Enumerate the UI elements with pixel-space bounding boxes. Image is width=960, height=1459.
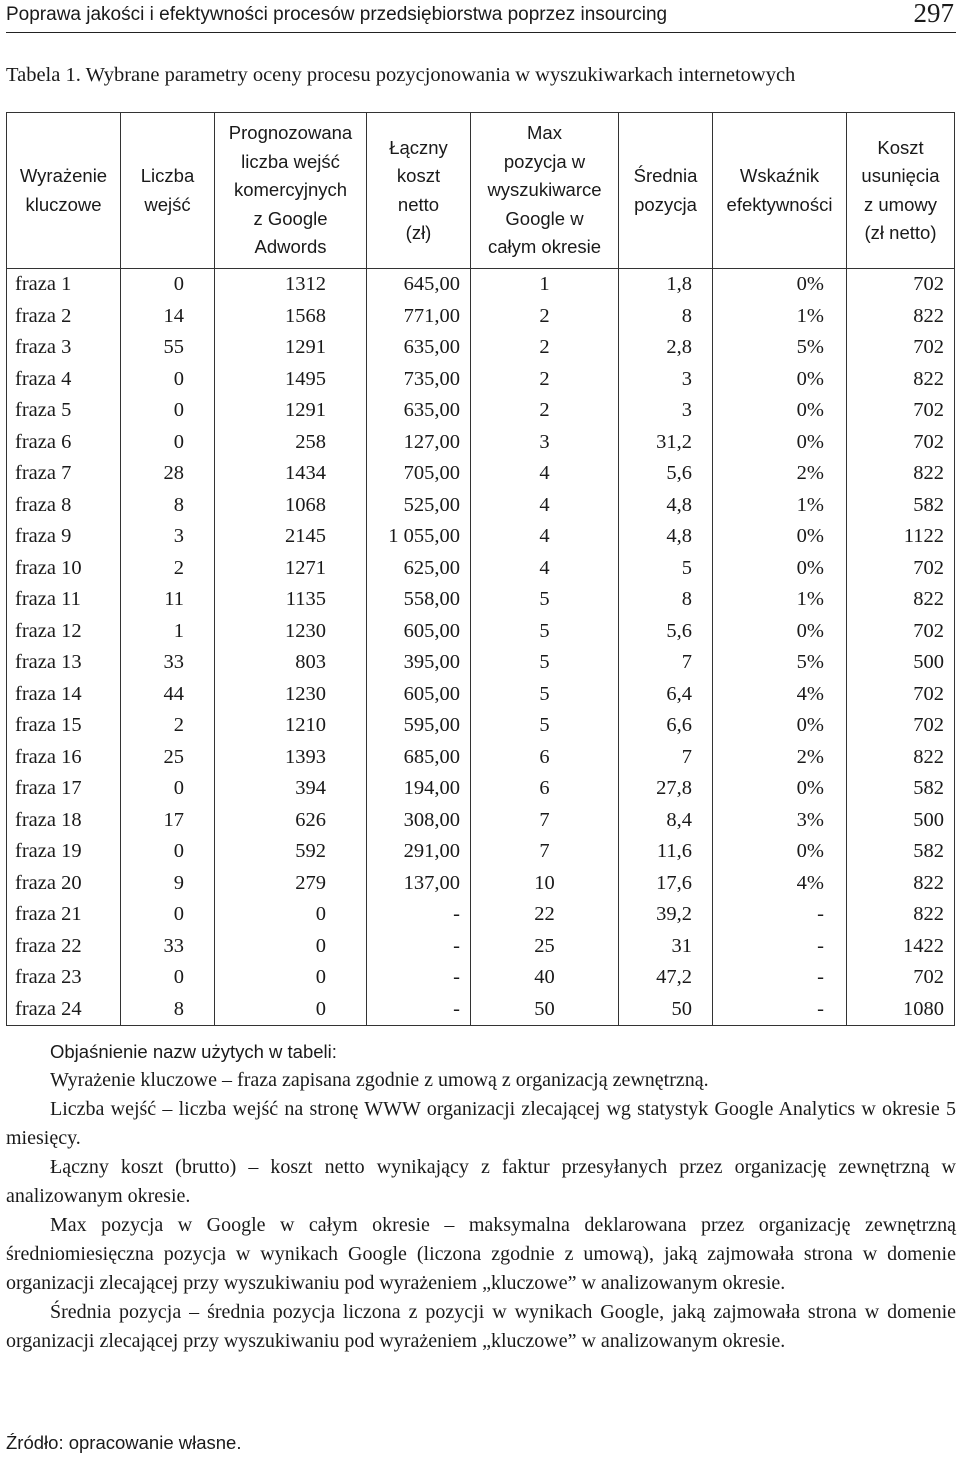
table-cell: 395,00 (367, 647, 471, 679)
table-cell: 822 (847, 742, 955, 774)
table-cell: fraza 10 (7, 553, 121, 585)
table-cell: 1291 (215, 332, 367, 364)
table-cell: 6 (471, 742, 619, 774)
table-cell: 33 (121, 931, 215, 963)
table-cell: - (713, 899, 847, 931)
table-cell: 822 (847, 868, 955, 900)
table-row (7, 742, 955, 774)
table-cell: 0% (713, 710, 847, 742)
table-cell: 1080 (847, 994, 955, 1026)
table-cell: fraza 3 (7, 332, 121, 364)
table-cell: 735,00 (367, 364, 471, 396)
header-line: wejść (144, 193, 191, 215)
table-cell: 279 (215, 868, 367, 900)
table-cell: fraza 7 (7, 458, 121, 490)
header-line: liczba wejść (241, 150, 340, 172)
table-cell: 702 (847, 427, 955, 459)
table-cell: 258 (215, 427, 367, 459)
table-cell: fraza 9 (7, 521, 121, 553)
table-cell: 5 (471, 710, 619, 742)
table-cell: 626 (215, 805, 367, 837)
table-row (7, 521, 955, 553)
header-line: efektywności (726, 193, 833, 215)
table-cell: fraza 18 (7, 805, 121, 837)
header-line: wyszukiwarce (487, 179, 602, 201)
table-cell: 5 (471, 647, 619, 679)
table-cell: 25 (471, 931, 619, 963)
table-cell: 771,00 (367, 301, 471, 333)
table-cell: 3 (471, 427, 619, 459)
header-line: pozycja w (503, 150, 586, 172)
header-line: usunięcia (861, 165, 940, 186)
table-cell: 0 (121, 962, 215, 994)
page-number: 297 (913, 0, 954, 28)
table-cell: fraza 4 (7, 364, 121, 396)
table-cell: 500 (847, 805, 955, 837)
table-cell: 25 (121, 742, 215, 774)
table-cell: 702 (847, 710, 955, 742)
table-cell: 50 (471, 994, 619, 1026)
table-cell: 5,6 (619, 616, 713, 648)
header-line: Wyrażenie (19, 165, 108, 186)
header-line: z Google (253, 207, 328, 229)
table-cell: 635,00 (367, 395, 471, 427)
table-cell: 0% (713, 773, 847, 805)
table-cell: 1434 (215, 458, 367, 490)
table-cell: - (367, 994, 471, 1026)
table-cell: 0% (713, 616, 847, 648)
table-cell: 702 (847, 553, 955, 585)
table-cell: 1,8 (619, 269, 713, 301)
table-row (7, 364, 955, 396)
header-line: koszt (396, 165, 441, 186)
header-line: Średnia (633, 165, 698, 186)
table-cell: fraza 6 (7, 427, 121, 459)
table-cell: 0 (121, 773, 215, 805)
table-cell: 0 (215, 899, 367, 931)
table-cell: 1135 (215, 584, 367, 616)
parameters-table (6, 112, 955, 1026)
table-cell: fraza 11 (7, 584, 121, 616)
table-cell: 14 (121, 301, 215, 333)
table-cell: 7 (619, 647, 713, 679)
table-cell: 5 (619, 553, 713, 585)
table-cell: 4 (471, 458, 619, 490)
table-cell: 0% (713, 395, 847, 427)
table-row (7, 994, 955, 1026)
table-cell: 291,00 (367, 836, 471, 868)
table-cell: fraza 14 (7, 679, 121, 711)
table-cell: 0% (713, 836, 847, 868)
header-line: Prognozowana (228, 122, 353, 144)
table-cell: - (713, 994, 847, 1026)
table-cell: 705,00 (367, 458, 471, 490)
table-row (7, 269, 955, 301)
table-cell: 582 (847, 490, 955, 522)
table-cell: 4 (471, 490, 619, 522)
table-cell: 1230 (215, 679, 367, 711)
table-cell: 592 (215, 836, 367, 868)
table-cell: 8 (121, 490, 215, 522)
table-header-row (7, 113, 955, 269)
table-cell: 605,00 (367, 616, 471, 648)
table-caption: Tabela 1. Wybrane parametry oceny procesu pozycjonowania w wyszukiwarkach internetowych (6, 64, 796, 86)
table-cell: - (367, 931, 471, 963)
table-cell: 702 (847, 616, 955, 648)
running-head (6, 0, 956, 33)
table-cell: 17 (121, 805, 215, 837)
table-cell: fraza 22 (7, 931, 121, 963)
table-cell: 2 (471, 332, 619, 364)
table-cell: 595,00 (367, 710, 471, 742)
table-cell: 1068 (215, 490, 367, 522)
table-cell: 7 (471, 805, 619, 837)
table-cell: 0 (121, 427, 215, 459)
col-keyword-header (7, 113, 121, 269)
table-cell: fraza 21 (7, 899, 121, 931)
table-notes (6, 1037, 956, 1356)
table-row (7, 490, 955, 522)
table-cell: 8,4 (619, 805, 713, 837)
col-efficiency-header (713, 113, 847, 269)
table-cell: 702 (847, 679, 955, 711)
header-line: z umowy (864, 193, 937, 215)
header-line: komercyjnych (233, 179, 348, 201)
table-cell: 4% (713, 868, 847, 900)
table-cell: 1122 (847, 521, 955, 553)
table-cell: 822 (847, 364, 955, 396)
table-cell: 5,6 (619, 458, 713, 490)
table-cell: - (713, 931, 847, 963)
table-row (7, 584, 955, 616)
table-cell: 0% (713, 269, 847, 301)
header-line: Google w (505, 207, 584, 229)
table-cell: 27,8 (619, 773, 713, 805)
table-cell: 39,2 (619, 899, 713, 931)
table-cell: 582 (847, 773, 955, 805)
table-cell: 0 (121, 395, 215, 427)
table-cell: 1 055,00 (367, 521, 471, 553)
table-cell: 0 (215, 962, 367, 994)
table-cell: 31 (619, 931, 713, 963)
table-cell: 3 (619, 395, 713, 427)
table-cell: 635,00 (367, 332, 471, 364)
table-row (7, 805, 955, 837)
table-cell: 2 (471, 364, 619, 396)
table-cell: 2,8 (619, 332, 713, 364)
table-cell: 1210 (215, 710, 367, 742)
table-cell: fraza 2 (7, 301, 121, 333)
note-entries: Liczba wejść – liczba wejść na stronę WWW organizacji zlecającej wg statystyk Google Analytics w okresie 5 miesięcy. (6, 1098, 956, 1149)
note-average-position: Średnia pozycja – średnia pozycja liczona z pozycji w wynikach Google, jaką zajmowała strona w domenie organizacji zlecającej przy wyszukiwaniu pod wyrażeniem „kluczowe” w analizowanym okresie. (6, 1301, 956, 1352)
table-cell: fraza 15 (7, 710, 121, 742)
table-cell: 625,00 (367, 553, 471, 585)
table-cell: 822 (847, 301, 955, 333)
table-cell: 3% (713, 805, 847, 837)
table-cell: 822 (847, 458, 955, 490)
table-cell: fraza 13 (7, 647, 121, 679)
table-cell: 4 (471, 553, 619, 585)
table-cell: 0 (121, 836, 215, 868)
table-cell: 685,00 (367, 742, 471, 774)
note-keyword: Wyrażenie kluczowe – fraza zapisana zgodnie z umową z organizacją zewnętrzną. (50, 1069, 709, 1091)
table-row (7, 773, 955, 805)
table-cell: 1291 (215, 395, 367, 427)
table-row (7, 647, 955, 679)
table-cell: 28 (121, 458, 215, 490)
table-cell: 4% (713, 679, 847, 711)
table-cell: 2% (713, 742, 847, 774)
table-cell: 2 (121, 553, 215, 585)
header-line: netto (397, 193, 440, 215)
table-cell: 47,2 (619, 962, 713, 994)
table-cell: 558,00 (367, 584, 471, 616)
table-row (7, 899, 955, 931)
table-cell: 0% (713, 364, 847, 396)
table-row (7, 616, 955, 648)
table-cell: 0 (121, 364, 215, 396)
table-cell: 803 (215, 647, 367, 679)
table-cell: 2145 (215, 521, 367, 553)
table-row (7, 962, 955, 994)
table-cell: fraza 12 (7, 616, 121, 648)
table-row (7, 458, 955, 490)
header-line: kluczowe (25, 193, 102, 215)
table-cell: 1% (713, 584, 847, 616)
header-line: pozycja (634, 193, 697, 215)
table-cell: - (713, 962, 847, 994)
table-cell: 7 (619, 742, 713, 774)
table-cell: 1271 (215, 553, 367, 585)
table-cell: 44 (121, 679, 215, 711)
table-cell: fraza 16 (7, 742, 121, 774)
table-cell: 702 (847, 332, 955, 364)
col-max-position-header (471, 113, 619, 269)
note-max-position: Max pozycja w Google w całym okresie – maksymalna deklarowana przez organizację zewnętrzną średniomiesięczna pozycja w wynikach Google (liczona zgodnie z umową), jaką zajmowała strona w domenie organizacji zlecającej przy wyszukiwaniu pod wyrażeniem „kluczowe” w analizowanym okresie. (6, 1214, 956, 1294)
table-cell: 0% (713, 521, 847, 553)
table-cell: 394 (215, 773, 367, 805)
table-cell: 4 (471, 521, 619, 553)
table-cell: 0 (215, 931, 367, 963)
table-cell: 33 (121, 647, 215, 679)
table-row (7, 836, 955, 868)
table-cell: 6 (471, 773, 619, 805)
col-average-position-header (619, 113, 713, 269)
table-cell: 11 (121, 584, 215, 616)
header-line: Łączny (389, 136, 448, 158)
table-cell: 8 (121, 994, 215, 1026)
table-cell: 1 (121, 616, 215, 648)
col-forecast-entries-header (215, 113, 367, 269)
table-cell: 1568 (215, 301, 367, 333)
table-cell: 55 (121, 332, 215, 364)
header-line: całym okresie (487, 236, 602, 258)
col-total-cost-header (367, 113, 471, 269)
table-cell: 1% (713, 301, 847, 333)
table-row (7, 679, 955, 711)
table-cell: 308,00 (367, 805, 471, 837)
table-cell: 17,6 (619, 868, 713, 900)
table-cell: 702 (847, 395, 955, 427)
header-line: Koszt (877, 136, 924, 158)
table-cell: 822 (847, 584, 955, 616)
table-cell: 9 (121, 868, 215, 900)
table-row (7, 931, 955, 963)
table-cell: 0 (215, 994, 367, 1026)
table-cell: - (367, 899, 471, 931)
col-removal-cost-header (847, 113, 955, 269)
table-cell: 4,8 (619, 490, 713, 522)
table-cell: 2 (471, 301, 619, 333)
table-cell: 605,00 (367, 679, 471, 711)
table-cell: 1% (713, 490, 847, 522)
table-cell: 5 (471, 584, 619, 616)
table-cell: 645,00 (367, 269, 471, 301)
table-cell: 5% (713, 332, 847, 364)
table-cell: 1230 (215, 616, 367, 648)
table-cell: 0 (121, 269, 215, 301)
note-total-cost: Łączny koszt (brutto) – koszt netto wynikający z faktur przesyłanych przez organizację zewnętrzną w analizowanym okresie. (6, 1156, 956, 1207)
table-cell: 5% (713, 647, 847, 679)
table-cell: 5 (471, 616, 619, 648)
table-cell: fraza 19 (7, 836, 121, 868)
running-title: Poprawa jakości i efektywności procesów przedsiębiorstwa poprzez insourcing (6, 4, 668, 25)
table-cell: 6,4 (619, 679, 713, 711)
table-cell: 702 (847, 269, 955, 301)
table-body (7, 269, 955, 1026)
table-cell: 0% (713, 553, 847, 585)
table-row (7, 332, 955, 364)
header-line: Liczba (140, 165, 195, 186)
table-cell: fraza 23 (7, 962, 121, 994)
table-cell: 0 (121, 899, 215, 931)
table-cell: 1495 (215, 364, 367, 396)
table-cell: 11,6 (619, 836, 713, 868)
table-cell: fraza 24 (7, 994, 121, 1026)
table-cell: 702 (847, 962, 955, 994)
table-cell: 1 (471, 269, 619, 301)
table-cell: 22 (471, 899, 619, 931)
table-cell: 127,00 (367, 427, 471, 459)
table-cell: 8 (619, 301, 713, 333)
table-cell: 31,2 (619, 427, 713, 459)
table-cell: 0% (713, 427, 847, 459)
table-cell: fraza 1 (7, 269, 121, 301)
table-cell: fraza 17 (7, 773, 121, 805)
table-cell: 3 (619, 364, 713, 396)
table-cell: 8 (619, 584, 713, 616)
table-cell: 40 (471, 962, 619, 994)
col-entries-header (121, 113, 215, 269)
table-row (7, 301, 955, 333)
table-cell: 2 (471, 395, 619, 427)
table-cell: 7 (471, 836, 619, 868)
table-cell: fraza 5 (7, 395, 121, 427)
table-row (7, 710, 955, 742)
table-cell: fraza 8 (7, 490, 121, 522)
table-cell: 2% (713, 458, 847, 490)
table-row (7, 427, 955, 459)
table-row (7, 395, 955, 427)
table-cell: 10 (471, 868, 619, 900)
table-cell: 6,6 (619, 710, 713, 742)
table-cell: 50 (619, 994, 713, 1026)
table-cell: 1312 (215, 269, 367, 301)
header-line: Adwords (254, 236, 327, 258)
source-note: Źródło: opracowanie własne. (6, 1432, 242, 1453)
table-row (7, 868, 955, 900)
table-cell: 822 (847, 899, 955, 931)
table-cell: - (367, 962, 471, 994)
header-line: (zł) (405, 222, 432, 243)
table-cell: 582 (847, 836, 955, 868)
table-cell: 525,00 (367, 490, 471, 522)
table-row (7, 553, 955, 585)
table-cell: 3 (121, 521, 215, 553)
header-line: (zł netto) (864, 222, 937, 243)
table-cell: 2 (121, 710, 215, 742)
table-cell: 500 (847, 647, 955, 679)
header-line: Max (527, 122, 562, 144)
header-line: Wskaźnik (739, 165, 820, 186)
table-cell: 5 (471, 679, 619, 711)
table-cell: 4,8 (619, 521, 713, 553)
table-cell: fraza 20 (7, 868, 121, 900)
table-cell: 137,00 (367, 868, 471, 900)
table-cell: 1393 (215, 742, 367, 774)
table-cell: 1422 (847, 931, 955, 963)
notes-heading: Objaśnienie nazw użytych w tabeli: (50, 1041, 337, 1062)
table-cell: 194,00 (367, 773, 471, 805)
